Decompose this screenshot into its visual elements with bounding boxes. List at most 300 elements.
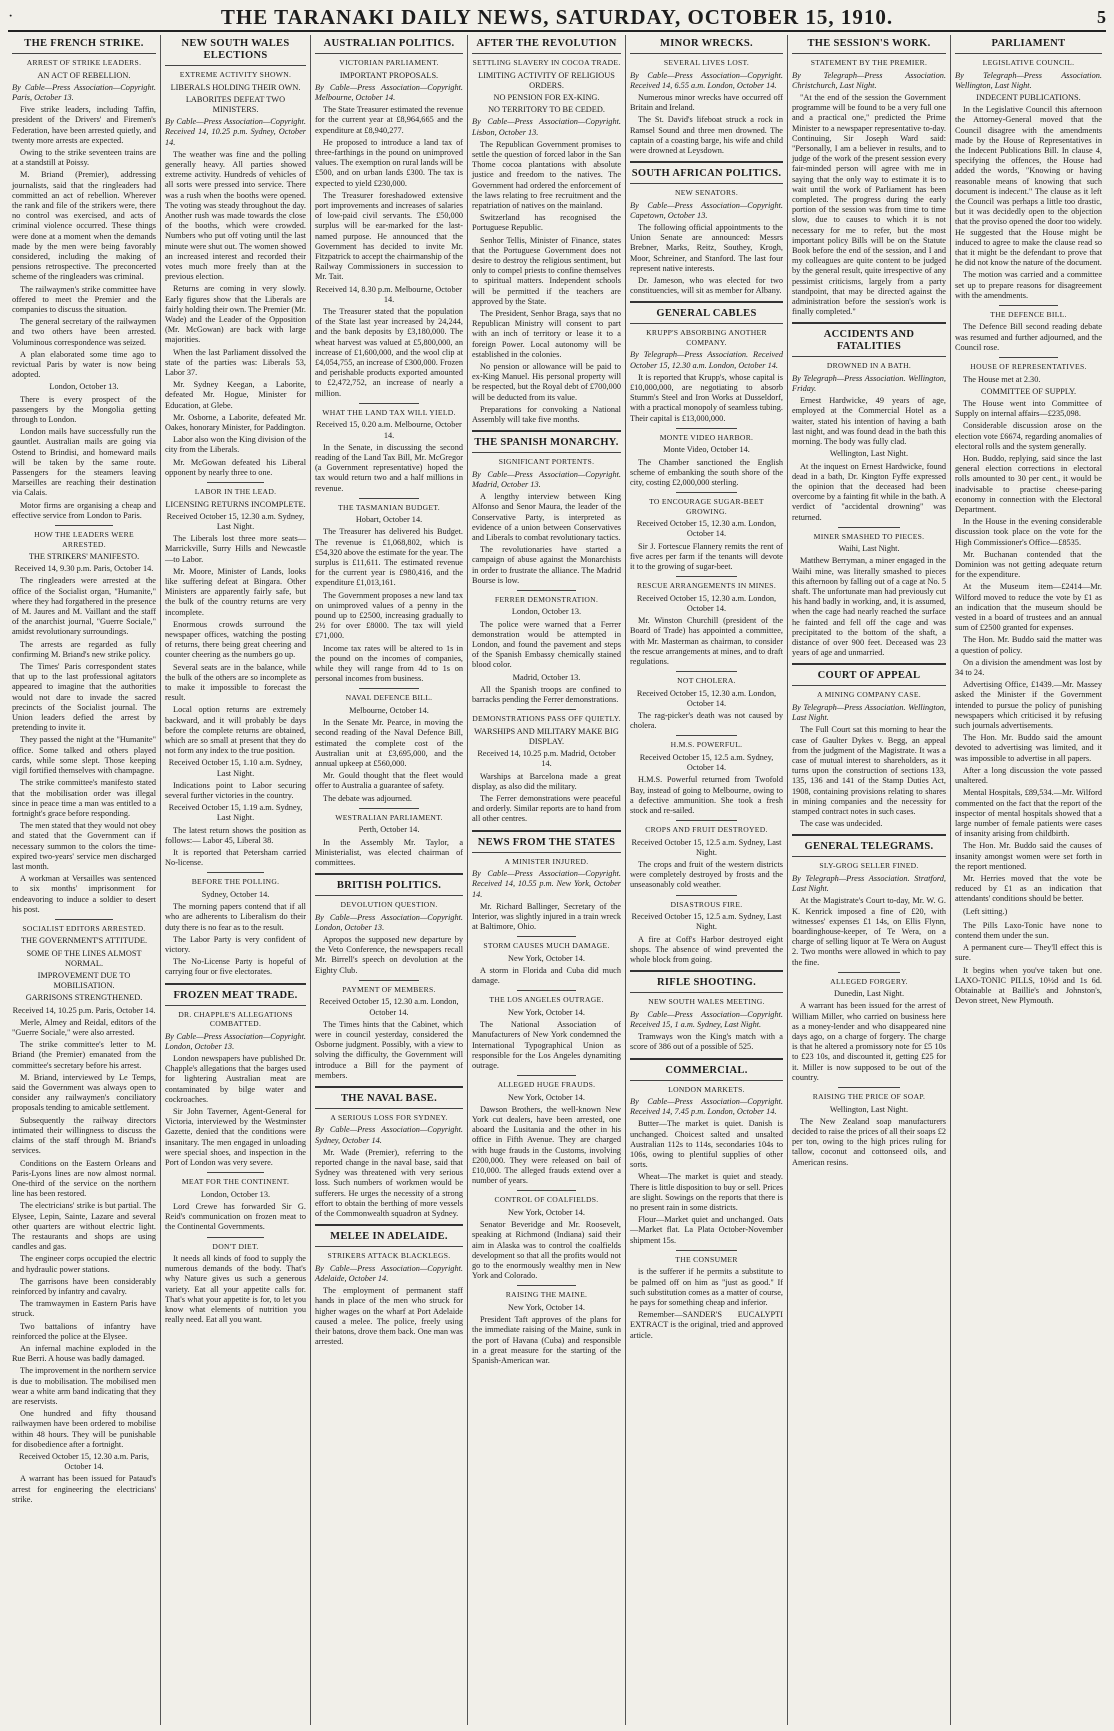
article-block bbox=[12, 525, 156, 915]
sub-heading: A SERIOUS LOSS FOR SYDNEY. bbox=[330, 1112, 448, 1122]
article-block bbox=[165, 482, 306, 868]
section-heading: THE FRENCH STRIKE. bbox=[12, 38, 156, 54]
article-paragraph: "At the end of the session the Government programme will be found to be a very full one and a practical one," predicted the Prime Minister to a newspaper representative to-day. Continuing, Sir Joseph Ward said: "Personally, I am a believer in results, and to judge of the work of the present session every fair-minded person will agree with me in saying that the only way to estimate it is to wait until the work of Parliament has been completed. The progress during the early portion of the session was from time to time slow, due to causes to which it is not necessary for me to refer, but the most important policy Bills will be on the Statute Book before the end of the session, and I and my colleagues are quite content to be judged by the general result, quite irrespective of any pessimist criticisms, largely from a party standpoint, that may be directed against the administration before the session's work is finally completed." bbox=[792, 92, 946, 317]
article-paragraph: M. Briand, interviewed by Le Temps, said the Government was always open to consider any railwaymen's conciliatory proposals tending to amicable settlement. bbox=[12, 1072, 156, 1113]
article-paragraph: Received October 15, 12.5 a.m. Sydney, October 14. bbox=[639, 752, 774, 773]
article-paragraph: By Cable—Press Association—Copyright. London, October 13. bbox=[165, 1031, 306, 1051]
article-paragraph: Sir John Taverner, Agent-General for Victoria, interviewed by the Westminster Gazette, denied that the conditions were insanitary. The men engaged in unloading were special shoes, and inspection in the Port of London was very severe. bbox=[165, 1106, 306, 1167]
article-paragraph: The arrests are regarded as fully confirming M. Briand's new strike policy. bbox=[12, 639, 156, 659]
article-paragraph: Enormous crowds surround the newspaper offices, watching the posting of returns, there being great cheering and counter cheering as the numbers go up. bbox=[165, 619, 306, 660]
article-paragraph: By Telegraph—Press Association. Wellington, Last Night. bbox=[955, 70, 1102, 90]
article-paragraph: Subsequently the railway directors intimated their willingness to discuss the claims of the staff through M. Briand's services. bbox=[12, 1115, 156, 1156]
article-paragraph: The strike committee's letter to M. Briand (the Premier) emanated from the committee's secretary before his arrest. bbox=[12, 1040, 156, 1070]
article-paragraph: Local option returns are extremely backward, and it will probably be days before the complete returns are obtained, which are so small at present that they do not form any index to the true position. bbox=[165, 705, 306, 756]
sub-heading: EXTREME ACTIVITY SHOWN. bbox=[179, 70, 292, 79]
article-paragraph: Butter—The market is quiet. Danish is unchanged. Choicest salted and unsalted Australian 112s to 114s, secondaries 104s to 106s, owing to plentiful supplies of other sorts. bbox=[630, 1119, 783, 1170]
article-paragraph: Dunedin, Last Night. bbox=[833, 989, 905, 999]
article-paragraph: Received October 15, 12.5 a.m. Sydney, Last Night. bbox=[631, 837, 782, 857]
article-paragraph: THE GOVERNMENT'S ATTITUDE. bbox=[20, 936, 148, 946]
section-heading: COMMERCIAL. bbox=[630, 1065, 783, 1081]
article-paragraph: Matthew Berryman, a miner engaged in the Waihi mine, was literally smashed to pieces this afternoon by falling out of a cage at No. 5 shaft. The unfortunate man had previously cut his hand badly in working, and, it is assumed, when the cage had nearly reached the surface he fainted and fell off the cage and was precipitated to the bottom of the shaft, a distance of over 900 feet. Deceased was 23 years of age and unmarried. bbox=[792, 556, 946, 658]
article-paragraph: The police were warned that a Ferrer demonstration would be attempted in London, and found the pavement and steps of the Spanish Embassy chemically stained blood color. bbox=[472, 619, 621, 670]
section-divider bbox=[315, 873, 463, 875]
article-paragraph: The No-License Party is hopeful of carrying four or five electorates. bbox=[165, 957, 306, 977]
article-paragraph: New York, October 14. bbox=[508, 1092, 585, 1102]
article-paragraph: THE STRIKERS' MANIFESTO. bbox=[28, 552, 140, 562]
article-block bbox=[12, 919, 156, 1505]
section-heading: PARLIAMENT bbox=[955, 38, 1102, 54]
section-divider bbox=[472, 430, 621, 432]
subhead-rule bbox=[207, 872, 263, 873]
article-paragraph: An infernal machine exploded in the Rue Berri. A house was badly damaged. bbox=[12, 1343, 156, 1364]
article-paragraph: Mr. Sydney Keegan, a Laborite, defeated Mr. Hogue, Minister for Education, at Glebe. bbox=[165, 380, 306, 410]
article-paragraph: Ernest Hardwicke, 49 years of age, employed at the Commercial Hotel as a waiter, stated his intention of having a bath last night, and was found dead in the bath this morning. The body was fully clad. bbox=[792, 396, 946, 447]
article-paragraph: It is reported that Krupp's, whose capital is £10,000,000, are negotiating to absorb Stumm's Steel and Iron Works at Dusseldorf, with a practical monopoly of seamless tubing. Their capital is £13,000,000. bbox=[630, 372, 783, 423]
sub-heading: STORM CAUSES MUCH DAMAGE. bbox=[483, 941, 610, 951]
article-paragraph: In the Senate Mr. Pearce, in moving the second reading of the Naval Defence Bill, estimated the complete cost of the Australian unit at £3,695,000, and the annual upkeep at £560,000. bbox=[315, 718, 463, 768]
article-block bbox=[315, 688, 463, 803]
article-paragraph: Apropos the supposed new departure by the Veto Conference, the newspapers recall Mr. Birrell's speech on devolution at the Eighty Club. bbox=[315, 935, 463, 975]
article-paragraph: Wheat—The market is quiet and steady. There is little disposition to buy or sell. Prices are slight. Sowings on the reports that there is no present rain in some districts. bbox=[630, 1172, 783, 1213]
section-heading: FROZEN MEAT TRADE. bbox=[165, 990, 306, 1006]
sub-heading: FERRER DEMONSTRATION. bbox=[494, 594, 599, 604]
sub-heading: DR. CHAPPLE'S ALLEGATIONS COMBATTED. bbox=[178, 1009, 293, 1029]
sub-heading: MONTE VIDEO HARBOR. bbox=[659, 432, 754, 442]
article-paragraph: SOME OF THE LINES ALMOST NORMAL. bbox=[26, 948, 142, 968]
column-3 bbox=[311, 35, 468, 1725]
sub-heading: VICTORIAN PARLIAMENT. bbox=[339, 58, 439, 67]
article-paragraph: A lengthy interview between King Alfonso and Senor Maura, the leader of the Conservative Party, is interpreted as evidence of a union between Conservatives and Liberals to combat revolutionary tactics. bbox=[472, 492, 621, 542]
section-heading: THE NAVAL BASE. bbox=[315, 1093, 463, 1109]
article-paragraph: No pension or allowance will be paid to ex-King Manuel. His personal property will be respected, but the Royal debt of £700,000 will be deducted from its value. bbox=[472, 361, 621, 402]
subhead-rule bbox=[676, 428, 737, 429]
sub-heading: A MINISTER INJURED. bbox=[504, 856, 589, 866]
article-paragraph: The improvement in the northern service is due to mobilisation. The mobilised men wear a white arm band indicating that they are reservists. bbox=[12, 1366, 156, 1406]
article-paragraph: The Hon. Mr. Buddo said the causes of insanity amongst women were set forth in the report mentioned. bbox=[955, 841, 1102, 871]
article-paragraph: The revolutionaries have started a campaign of abuse against the Monarchists in order to frustrate the alliance. The Madrid Bourse is low. bbox=[472, 545, 621, 585]
article-paragraph: London, October 13. bbox=[49, 382, 119, 392]
article-paragraph: The motion was carried and a committee set up to prepare reasons for disagreement with the amendments. bbox=[955, 270, 1102, 300]
article-block bbox=[630, 492, 783, 572]
article-block bbox=[792, 361, 946, 522]
article-block bbox=[472, 457, 621, 586]
article-block bbox=[792, 1087, 946, 1168]
section-divider bbox=[792, 663, 946, 665]
sub-heading: DEMONSTRATIONS PASS OFF QUIETLY. bbox=[472, 714, 621, 724]
article-paragraph: The railwaymen's strike committee have offered to meet the Premier and the companies to discuss the situation. bbox=[12, 284, 156, 314]
sub-heading: NEW SOUTH WALES MEETING. bbox=[648, 997, 765, 1007]
subhead-rule bbox=[676, 820, 737, 821]
sub-heading: ALLEGED FORGERY. bbox=[830, 976, 908, 986]
article-paragraph: Received October 15, 12.30 a.m. London, October 14. bbox=[636, 519, 777, 539]
subhead-rule bbox=[999, 305, 1058, 306]
article-block bbox=[792, 972, 946, 1083]
article-paragraph: The morning papers contend that if all who are adherents to Liberalism do their duty there is no fear as to the result. bbox=[165, 902, 306, 932]
section-divider bbox=[630, 161, 783, 163]
section-heading: AUSTRALIAN POLITICS. bbox=[315, 38, 463, 54]
article-paragraph: The Defence Bill second reading debate was resumed and further adjourned, and the Council rose. bbox=[955, 322, 1102, 352]
sub-heading: LEGISLATIVE COUNCIL. bbox=[982, 58, 1075, 67]
article-block bbox=[630, 1085, 783, 1246]
article-paragraph: The case was undecided. bbox=[800, 819, 883, 829]
article-paragraph: By Cable—Press Association—Copyright. Paris, October 13. bbox=[12, 82, 156, 102]
article-paragraph: The Government proposes a new land tax on unimproved values of a penny in the pound up to £2500, increasing gradually to 2½ for over £8000. The tax will yield £71,000. bbox=[315, 590, 463, 641]
article-paragraph: London, October 13. bbox=[511, 607, 582, 617]
article-paragraph: By Telegraph—Press Association. Christchurch, Last Night. bbox=[792, 70, 946, 90]
article-paragraph: New York, October 14. bbox=[508, 1207, 585, 1217]
article-paragraph: H.M.S. Powerful returned from Twofold Bay, instead of going to Melbourne, owing to a defective ammunition. She took a fresh stock and re-sailed. bbox=[630, 775, 783, 815]
sub-heading: SLY-GROG SELLER FINED. bbox=[819, 861, 919, 871]
article-block bbox=[165, 872, 306, 977]
article-paragraph: Waihi, Last Night. bbox=[838, 544, 900, 554]
article-block bbox=[630, 576, 783, 667]
masthead-title: THE TARANAKI DAILY NEWS, SATURDAY, OCTOBER 15, 1910. bbox=[220, 4, 894, 29]
article-paragraph: Mr. Winston Churchill (president of the Board of Trade) has appointed a committee, with Mr. Masterman as chairman, to consider the rescue arrangements at mines, and to draft regulations. bbox=[630, 616, 783, 666]
column-4 bbox=[468, 35, 626, 1725]
article-paragraph: LABORITES DEFEAT TWO MINISTERS. bbox=[185, 94, 286, 114]
sub-heading: THE LOS ANGELES OUTRAGE. bbox=[489, 995, 604, 1005]
column-2 bbox=[161, 35, 311, 1725]
sub-heading: TO ENCOURAGE SUGAR-BEET GROWING. bbox=[649, 497, 764, 516]
article-paragraph: The St. David's lifeboat struck a rock in Ramsel Sound and three men drowned. The captain of a coasting barge, his wife and child were drowned at Leysdown. bbox=[630, 115, 783, 155]
article-paragraph: Mr. Buchanan contended that the Dominion was not getting adequate return for the expenditure. bbox=[955, 549, 1102, 580]
article-paragraph: London newspapers have published Dr. Chapple's allegations that the barges used for lightering Australian meat are contaminated by bilge water and cockroaches. bbox=[165, 1053, 306, 1104]
subhead-rule bbox=[676, 1250, 737, 1251]
subhead-rule bbox=[359, 403, 418, 404]
article-paragraph: M. Briand (Premier), addressing journalists, said that the ringleaders had committed an act of rebellion. Wherever the rank and file of the strikers were, there no control was exercised, and acts of criminal violence occurred. These things were done at a moment when the demands made by the men were being favorably considered, including the making of pensions retrospective. The preconcerted scheme of the ringleaders was criminal. bbox=[12, 170, 156, 282]
article-block bbox=[315, 498, 463, 685]
sub-heading: LABOR IN THE LEAD. bbox=[194, 487, 277, 497]
article-paragraph: The engineer corps occupied the electric and hydraulic power stations. bbox=[12, 1254, 156, 1274]
article-paragraph: The Treasurer foreshadowed extensive port improvements and increases of salaries of low-paid civil servants. The £50,000 surplus will be ear-marked for the last-named purpose. He announced that the Government has decided to invite Mr. Fitzpatrick to accept the chairmanship of the Railway Commissioners in succession to Mr. Tait. bbox=[315, 190, 463, 282]
article-paragraph: A permanent cure— They'll effect this is sure. bbox=[955, 943, 1102, 963]
article-block bbox=[955, 305, 1102, 353]
article-paragraph: Tramways won the King's match with a score of 386 out of a possible of 525. bbox=[630, 1032, 783, 1052]
article-block bbox=[315, 1251, 463, 1347]
article-block bbox=[315, 808, 463, 868]
article-paragraph: A warrant has been issued for the arrest of William Miller, who carried on business here as a money-lender and who disappeared nine days ago, on a charge of forgery. The charge is that he altered a promissory note for £5 10s to £23 10s, and discounted it, getting £25 for it. Miller is now supposed to be out of the country. bbox=[792, 1001, 946, 1082]
article-paragraph: The general secretary of the railwaymen and two others have been arrested. Voluminous correspondence was seized. bbox=[12, 317, 156, 347]
article-paragraph: The New Zealand soap manufacturers decided to raise the prices of all their soaps £2 per ton, owing to the high prices ruling for tallow, coconut and cottonseed oils, and American resins. bbox=[792, 1116, 946, 1167]
sub-heading: H.M.S. POWERFUL. bbox=[670, 740, 743, 750]
sub-heading: DISASTROUS FIRE. bbox=[670, 899, 743, 909]
column-1 bbox=[8, 35, 161, 1725]
article-paragraph: The Republican Government promises to settle the question of forced labor in the San Thome cocoa plantations with absolute justice and freedom to the natives. The Government had ordered the enforcement of the laws relating to free recruitment and the repatriation of natives on the mainland. bbox=[472, 139, 621, 210]
article-paragraph: A fire at Coff's Harbor destroyed eight shops. The absence of wind prevented the whole block from going. bbox=[630, 934, 783, 964]
article-paragraph: By Telegraph—Press Association. Received October 15, 12.30 a.m. London, October 14. bbox=[630, 350, 783, 370]
article-paragraph: By Cable—Press Association—Copyright. Received 15, 1 a.m. Sydney, Last Night. bbox=[630, 1009, 783, 1029]
subhead-rule bbox=[207, 1172, 263, 1173]
article-paragraph: Received October 15, 12.30 a.m. Paris, October 14. bbox=[19, 1451, 149, 1472]
article-paragraph: By Cable—Press Association—Copyright. Received 14, 7.45 p.m. London, October 14. bbox=[630, 1097, 783, 1117]
section-heading: RIFLE SHOOTING. bbox=[630, 977, 783, 993]
article-paragraph: Received October 15, 12.5 a.m. Sydney, Last Night. bbox=[631, 912, 782, 932]
article-paragraph: Received October 15, 12.30 a.m. London, October 14. bbox=[319, 997, 459, 1017]
article-paragraph: Hobart, October 14. bbox=[355, 515, 423, 525]
sub-heading: THE CONSUMER bbox=[675, 1254, 738, 1264]
article-block bbox=[472, 1285, 621, 1366]
article-block bbox=[792, 690, 946, 829]
sub-heading: DROWNED IN A BATH. bbox=[826, 361, 912, 371]
section-heading: SOUTH AFRICAN POLITICS. bbox=[630, 168, 783, 184]
article-block bbox=[315, 900, 463, 976]
sub-heading: ARREST OF STRIKE LEADERS. bbox=[26, 58, 142, 67]
article-paragraph: Dr. Jameson, who was elected for two constituencies, will sit as member for Albany. bbox=[630, 276, 783, 296]
article-paragraph: In the House in the evening considerable discussion took place on the vote for the High Commissioner's Office—£8535. bbox=[955, 517, 1102, 547]
section-divider bbox=[630, 301, 783, 303]
article-paragraph: There is every prospect of the passengers by the Mongolia getting through to London. bbox=[12, 394, 156, 424]
article-paragraph: By Cable—Press Association—Copyright. Received 14, 10.55 p.m. New York, October 14. bbox=[472, 869, 621, 899]
article-paragraph: London mails have successfully run the gauntlet. Australian mails are going via Ostend to Brindisi, and homeward mails will be taken by the same route. Passengers for the steamers leaving Marseilles are reaching their destination via Calais. bbox=[12, 427, 156, 498]
article-paragraph: The Full Court sat this morning to hear the case of Gaulter Dykes v. Begg, an appeal from the judgment of the Magistrate. It was a case of mutual interest to shareholders, as it turns upon the construction of sections 133, 135, 136 and 141 of the Stamp Duties Act, 1908, containing provisions relating to shares in mining companies and the necessity for stamped contract notes in such cases. bbox=[792, 725, 946, 816]
section-heading: ACCIDENTS AND FATALITIES bbox=[792, 329, 946, 357]
article-paragraph: Senhor Tellis, Minister of Finance, states that the Portuguese Government does not desire to destroy the religious sentiment, but only to compel priests to confine themselves to spiritual matters. Independent schools will be permitted if the teachers are approved by the State. bbox=[472, 235, 621, 306]
section-heading: NEWS FROM THE STATES bbox=[472, 837, 621, 853]
subhead-rule bbox=[517, 990, 577, 991]
article-paragraph: Labor also won the King division of the city from the Liberals. bbox=[165, 435, 306, 455]
sub-heading: A MINING COMPANY CASE. bbox=[817, 690, 921, 700]
section-heading: GENERAL CABLES bbox=[630, 308, 783, 324]
page-number: 5 bbox=[1097, 6, 1106, 27]
article-paragraph: Received October 15, 12.30 a.m. Sydney, Last Night. bbox=[166, 511, 305, 531]
article-paragraph: By Cable—Press Association—Copyright. Capetown, October 13. bbox=[630, 200, 783, 220]
sub-heading: CROPS AND FRUIT DESTROYED. bbox=[645, 825, 768, 835]
sub-heading: RAISING THE PRICE OF SOAP. bbox=[812, 1092, 926, 1102]
article-paragraph: Hon. Buddo, replying, said since the last general election corrections in electoral rolls amounted to 30 per cent., it would be inadvisable to practise cheese-paring economy in connection with the Electoral Department. bbox=[955, 454, 1102, 515]
article-paragraph: New York, October 14. bbox=[508, 1007, 585, 1017]
article-paragraph: Senator Beveridge and Mr. Roosevelt, speaking at Richmond (Indiana) said their aim in Alaska was to control the coalfields development so that all the profits would not go to the enormously wealthy men in New York and Colorado. bbox=[472, 1220, 621, 1281]
article-paragraph: The Hon. Mr. Buddo said the amount devoted to advertising was limited, and it was impossible to advertise in all papers. bbox=[955, 733, 1102, 763]
article-block bbox=[630, 328, 783, 423]
sub-heading: ALLEGED HUGE FRAUDS. bbox=[497, 1080, 596, 1090]
article-paragraph: All the Spanish troops are confined to barracks pending the Ferrer demonstrations. bbox=[472, 684, 621, 705]
article-paragraph: By Telegraph—Press Association. Stratford, Last Night. bbox=[792, 873, 946, 894]
article-paragraph: IMPROVEMENT DUE TO MOBILISATION. bbox=[37, 971, 131, 991]
article-paragraph: Wellington, Last Night. bbox=[829, 1104, 909, 1114]
article-block bbox=[315, 58, 463, 399]
subhead-rule bbox=[359, 980, 418, 981]
article-paragraph: A warrant has been issued for Pataud's arrest for engineering the electricians' strike. bbox=[12, 1474, 156, 1504]
article-paragraph: It is reported that Petersham carried No-license. bbox=[165, 848, 306, 868]
article-block bbox=[472, 1075, 621, 1186]
article-paragraph: INDECENT PUBLICATIONS. bbox=[976, 92, 1081, 102]
sub-heading: RAISING THE MAINE. bbox=[505, 1290, 588, 1300]
article-block bbox=[472, 990, 621, 1071]
subhead-rule bbox=[676, 492, 737, 493]
subhead-rule bbox=[838, 1087, 900, 1088]
article-paragraph: After a long discussion the vote passed unaltered. bbox=[955, 765, 1102, 786]
article-paragraph: Mr. Herries moved that the vote be reduced by £1 as an indication that attendants' conditions should be better. bbox=[955, 873, 1102, 904]
article-paragraph: It begins when you've taken but one. LAXO-TONIC PILLS, 10½d and 1s 6d. Obtainable at Baillie's and Johnston's, Devon street, New Plymouth. bbox=[955, 965, 1102, 1006]
subhead-rule bbox=[676, 576, 737, 577]
sub-heading: CONTROL OF COALFIELDS. bbox=[494, 1195, 599, 1205]
subhead-rule bbox=[55, 919, 113, 920]
sub-heading: HOUSE OF REPRESENTATIVES. bbox=[970, 362, 1087, 372]
article-paragraph: The weather was fine and the polling generally heavy. All parties showed extreme activity. Hundreds of vehicles of all sorts were pressed into service. There was a rush when the booths were opened. The voting was steady throughout the day. Another rush was made towards the close of the booths, which were crowded. Numbers who put off voting until the last minute were shut out. The women showed an increased interest and recorded their votes much more freely than at the previous election. bbox=[165, 149, 306, 282]
article-paragraph: Mr. Osborne, a Laborite, defeated Mr. Oakes, honorary Minister, for Paddington. bbox=[165, 412, 306, 432]
sub-heading: WHAT THE LAND TAX WILL YIELD. bbox=[322, 407, 456, 417]
article-paragraph: Received 14, 10.25 p.m. Paris, October 14. bbox=[12, 1005, 156, 1015]
article-block bbox=[792, 861, 946, 967]
article-paragraph: The men stated that they would not obey and stated that the Government can if necessary summon to the colors the time-expired two-years' service men discharged last month. bbox=[12, 821, 156, 871]
article-paragraph: Numerous minor wrecks have occurred off Britain and Ireland. bbox=[630, 92, 783, 113]
sub-heading: LONDON MARKETS. bbox=[668, 1084, 745, 1094]
article-block bbox=[165, 1010, 306, 1169]
article-paragraph: GARRISONS STRENGTHENED. bbox=[25, 993, 143, 1003]
sub-heading: MINER SMASHED TO PIECES. bbox=[813, 531, 925, 541]
article-paragraph: Perth, October 14. bbox=[358, 825, 420, 835]
article-paragraph: The garrisons have been considerably reinforced by infantry and cavalry. bbox=[12, 1276, 156, 1296]
article-paragraph: The State Treasurer estimated the revenue for the current year at £8,964,665 and the expenditure at £8,940,277. bbox=[315, 105, 463, 135]
article-paragraph: The electricians' strike is but partial. The Elysee, Lepin, Sainte, Lazare and several other quarters are without electric light. The restaurants and shops are using candles and gas. bbox=[12, 1201, 156, 1252]
article-paragraph: Mr. Moore, Minister of Lands, looks like suffering defeat at Bingara. Other Ministers are apparently fairly safe, but the bulk of the country returns are very incomplete. bbox=[165, 566, 306, 617]
article-paragraph: Considerable discussion arose on the election vote £6674, regarding anomalies of electoral rolls and the system generally. bbox=[955, 421, 1102, 451]
article-paragraph: He proposed to introduce a land tax of three-farthings in the pound on unimproved values. The exemption on rural lands will be £500, and on urban lands £300. The tax is expected to yield £230,000. bbox=[315, 137, 463, 188]
article-block bbox=[315, 403, 463, 494]
article-block bbox=[792, 58, 946, 317]
article-paragraph: Mr. Richard Ballinger, Secretary of the Interior, was slightly injured in a train wreck at Baltimore, Ohio. bbox=[472, 901, 621, 932]
article-paragraph: The National Association of Manufacturers of New York condemned the International Typographical Union as responsible for the Los Angeles dynamiting outrage. bbox=[472, 1020, 621, 1070]
subhead-rule bbox=[676, 671, 737, 672]
sub-heading: STATEMENT BY THE PREMIER. bbox=[810, 58, 928, 67]
section-divider bbox=[630, 970, 783, 972]
subhead-rule bbox=[676, 735, 737, 736]
article-block bbox=[472, 709, 621, 824]
sub-heading: STRIKERS ATTACK BLACKLEGS. bbox=[327, 1251, 451, 1261]
sub-heading: NOT CHOLERA. bbox=[677, 676, 736, 686]
article-paragraph: The strike committee's manifesto stated that the mobilisation order was illegal since in peace time a man was entitled to a fortnight's grace before responding. bbox=[12, 778, 156, 818]
article-paragraph: Flour—Market quiet and unchanged. Oats—Market flat. La Plata October-November shipment 15s. bbox=[630, 1215, 783, 1245]
article-paragraph: Received October 15, 12.30 a.m. London, October 14. bbox=[636, 593, 777, 613]
article-paragraph: Indications point to Labor securing several further victories in the country. bbox=[165, 780, 306, 800]
sub-heading: HOW THE LEADERS WERE ARRESTED. bbox=[34, 530, 134, 549]
article-paragraph: Received October 15, 12.30 a.m. London, October 14. bbox=[636, 688, 777, 708]
section-divider bbox=[792, 322, 946, 324]
sub-heading: NAVAL DEFENCE BILL. bbox=[345, 693, 433, 703]
article-paragraph: Warships at Barcelona made a great display, as also did the military. bbox=[472, 771, 621, 791]
article-paragraph: The Treasurer stated that the population of the State last year increased by 24,244, and the bank deposits by £3,180,000. The wheat harvest was valued at £5,800,000, an increase of £1,600,000, and the wool clip at £4,054,755, an increase of £300,000. Frozen and perishable products exported amounted to £2,472,752, an increase of nearly a million. bbox=[315, 306, 463, 398]
article-paragraph: (Left sitting.) bbox=[963, 906, 1008, 916]
article-paragraph: Mental Hospitals, £89,534.—Mr. Wilford commented on the fact that the report of the inspector of mental hospitals showed that a large number of female patients were cases of insanity arising from childbirth. bbox=[955, 788, 1102, 839]
subhead-rule bbox=[838, 972, 900, 973]
article-paragraph: IMPORTANT PROPOSALS. bbox=[339, 70, 439, 80]
subhead-rule bbox=[359, 498, 418, 499]
subhead-rule bbox=[838, 527, 900, 528]
section-heading: NEW SOUTH WALES ELECTIONS bbox=[165, 38, 306, 66]
article-paragraph: is the sufferer if he permits a substitute to be palmed off on him as "just as good." If such substitution comes as a matter of course, he pays for something cheap and inferior. bbox=[630, 1267, 783, 1307]
section-divider bbox=[165, 983, 306, 985]
article-paragraph: Mr. Wade (Premier), referring to the reported change in the naval base, said that Sydney was threatened with very serious loss. Such numbers of workmen would be sufferers. He urges the necessity of a strong effort to obtain the berthing of more vessels of the Commonwealth squadron at Sydney. bbox=[315, 1147, 463, 1219]
article-paragraph: At the Museum item—£2414—Mr. Wilford moved to reduce the vote by £1 as an indication that the museum should be vested in a board of trustees and an annual sum of £2500 granted for expenses. bbox=[955, 582, 1102, 633]
column-6 bbox=[788, 35, 951, 1725]
sub-heading: DON'T DIET. bbox=[212, 1241, 259, 1251]
article-block bbox=[630, 997, 783, 1052]
article-paragraph: By Cable—Press Association—Copyright. London, October 13. bbox=[315, 912, 463, 932]
article-paragraph: By Telegraph—Press Association. Wellington, Last Night. bbox=[792, 702, 946, 723]
article-block bbox=[792, 527, 946, 659]
section-heading: MINOR WRECKS. bbox=[630, 38, 783, 54]
subhead-rule bbox=[999, 357, 1058, 358]
masthead: · THE TARANAKI DAILY NEWS, SATURDAY, OCTOBER 15, 1910. 5 bbox=[8, 4, 1106, 32]
section-heading: THE SESSION'S WORK. bbox=[792, 38, 946, 54]
article-paragraph: It needs all kinds of food to supply the numerous demands of the body. That's why Nature gives us such a generous variety. Eat all your appetite calls for. That's what your appetite is for, to let you know what elements of nutrition you really need. Eat all you want. bbox=[165, 1254, 306, 1325]
article-paragraph: At the Magistrate's Court to-day, Mr. W. G. K. Kenrick imposed a fine of £20, with witnesses' expenses £1 14s, on Ellis Flynn, boardinghouse-keeper, of Te Wera, on a charge of selling liquor at Te Wera on August 2. Two months were allowed in which to pay the fine. bbox=[792, 896, 946, 967]
section-divider bbox=[792, 834, 946, 836]
article-paragraph: The Treasurer has delivered his Budget. The revenue is £1,068,802, which is £54,320 above the estimate for the year. The surplus is £11,611. The estimated revenue for the current year is £980,416, and the expenditure £1,013,161. bbox=[315, 527, 463, 588]
article-paragraph: A workman at Versailles was sentenced to six months' imprisonment for endeavoring to induce a soldier to desert his post. bbox=[12, 874, 156, 914]
subhead-rule bbox=[517, 1285, 577, 1286]
article-paragraph: LIBERALS HOLDING THEIR OWN. bbox=[170, 82, 301, 92]
article-paragraph: Owing to the strike seventeen trains are at a standstill at Poissy. bbox=[12, 147, 156, 168]
section-divider bbox=[315, 1086, 463, 1088]
subhead-rule bbox=[517, 709, 577, 710]
sub-heading: MEAT FOR THE CONTINENT. bbox=[181, 1177, 290, 1187]
article-block bbox=[472, 58, 621, 425]
sub-heading: SEVERAL LIVES LOST. bbox=[663, 58, 750, 67]
sub-heading: WESTRALIAN PARLIAMENT. bbox=[335, 812, 443, 822]
article-paragraph: By Telegraph—Press Association. Wellington, Friday. bbox=[792, 373, 946, 394]
article-paragraph: New York, October 14. bbox=[508, 953, 585, 963]
article-paragraph: In the Assembly Mr. Taylor, a Ministerialist, was elected chairman of committees. bbox=[315, 837, 463, 867]
article-paragraph: Sir J. Fortescue Flannery remits the rent of five acres per farm if the tenants will devote it to the growing of sugar-beet. bbox=[630, 541, 783, 571]
article-paragraph: The following official appointments to the Union Senate are announced: Messrs Brebner, Marks, Reitz, Southey, Krogh, Moor, Schreiner, and Stanford. The last four represent native interests. bbox=[630, 223, 783, 273]
article-paragraph: Conditions on the Eastern Orleans and Paris-Lyons lines are now almost normal. One-third of the service on the northern line has been restored. bbox=[12, 1158, 156, 1199]
article-block bbox=[472, 590, 621, 705]
article-block bbox=[955, 357, 1102, 917]
sub-heading: THE TASMANIAN BUDGET. bbox=[338, 502, 440, 512]
article-paragraph: London, October 13. bbox=[200, 1189, 271, 1199]
article-block bbox=[955, 921, 1102, 1007]
article-block bbox=[955, 58, 1102, 301]
article-paragraph: At the inquest on Ernest Hardwicke, found dead in a bath, Dr. Kington Fyffe expressed the opinion that the deceased had been overcome by a fainting fit while in the bath. A verdict of "accidental drowning" was returned. bbox=[792, 461, 946, 522]
article-paragraph: Returns are coming in very slowly. Early figures show that the Liberals are fairly holding their own. The Premier (Mr. Wade) and the Leader of the Opposition (Mr. McGowan) are back with large majorities. bbox=[165, 284, 306, 345]
column-5 bbox=[626, 35, 788, 1725]
subhead-rule bbox=[207, 1237, 263, 1238]
section-divider bbox=[630, 1058, 783, 1060]
article-block bbox=[165, 1172, 306, 1232]
sub-heading: KRUPP'S ABSORBING ANOTHER COMPANY. bbox=[646, 328, 767, 347]
article-paragraph: Received 15, 0.20 a.m. Melbourne, October 14. bbox=[316, 420, 462, 440]
article-paragraph: The House met at 2.30. bbox=[963, 374, 1041, 384]
article-block bbox=[315, 980, 463, 1081]
article-paragraph: COMMITTEE OF SUPPLY. bbox=[980, 386, 1077, 396]
article-paragraph: One hundred and fifty thousand railwaymen have been ordered to mobilise within 48 hours. They will be punishable for disobedience after a fortnight. bbox=[12, 1409, 156, 1449]
article-block bbox=[165, 1237, 306, 1326]
article-block bbox=[630, 735, 783, 816]
article-paragraph: Remember—SANDER'S EUCALYPTI EXTRACT is the original, tried and approved article. bbox=[630, 1310, 783, 1340]
subhead-rule bbox=[359, 808, 418, 809]
section-heading: MELEE IN ADELAIDE. bbox=[315, 1231, 463, 1247]
subhead-rule bbox=[676, 895, 737, 896]
article-paragraph: Dawson Brothers, the well-known New York cut dealers, have been arrested, one aboard the Lusitania and the other in his office in Fifth Avenue. They are charged with huge frauds in the Customs, involving £200,000. They were released on bail of £10,000. The alleged frauds extend over a number of years. bbox=[472, 1104, 621, 1186]
subhead-rule bbox=[517, 1075, 577, 1076]
sub-heading: NEW SENATORS. bbox=[674, 188, 739, 198]
article-paragraph: The Times' Paris correspondent states that up to the last professional agitators appeared to imagine that the authorities would not dare to invade the sacred precincts of the Socialist journal. The Union leaders defied the arrest by pretending to invite it. bbox=[12, 662, 156, 733]
article-paragraph: Two battalions of infantry have reinforced the police at the Elysee. bbox=[12, 1321, 156, 1341]
column-7 bbox=[951, 35, 1106, 1725]
sub-heading: BEFORE THE POLLING. bbox=[191, 877, 280, 887]
article-paragraph: President Taft approves of the plans for the immediate raising of the Maine, sunk in the port of Havana (Cuba) and responsible in a great measure for the starting of the Spanish-American war. bbox=[472, 1315, 621, 1365]
section-divider bbox=[315, 1224, 463, 1226]
article-paragraph: A storm in Florida and Cuba did much damage. bbox=[472, 966, 621, 986]
article-block bbox=[630, 671, 783, 731]
article-paragraph: By Cable—Press Association—Copyright. Sydney, October 14. bbox=[315, 1125, 463, 1145]
article-paragraph: Income tax rates will be altered to 1s in the pound on the incomes of companies, while they will range from 4d to 1s on personal incomes from business. bbox=[315, 643, 463, 684]
article-paragraph: Motor firms are organising a cheap and effective service from London to Paris. bbox=[12, 500, 156, 520]
article-paragraph: Wellington, Last Night. bbox=[829, 449, 909, 459]
article-paragraph: AN ACT OF REBELLION. bbox=[37, 70, 131, 80]
article-paragraph: The tramwaymen in Eastern Paris have struck. bbox=[12, 1299, 156, 1319]
